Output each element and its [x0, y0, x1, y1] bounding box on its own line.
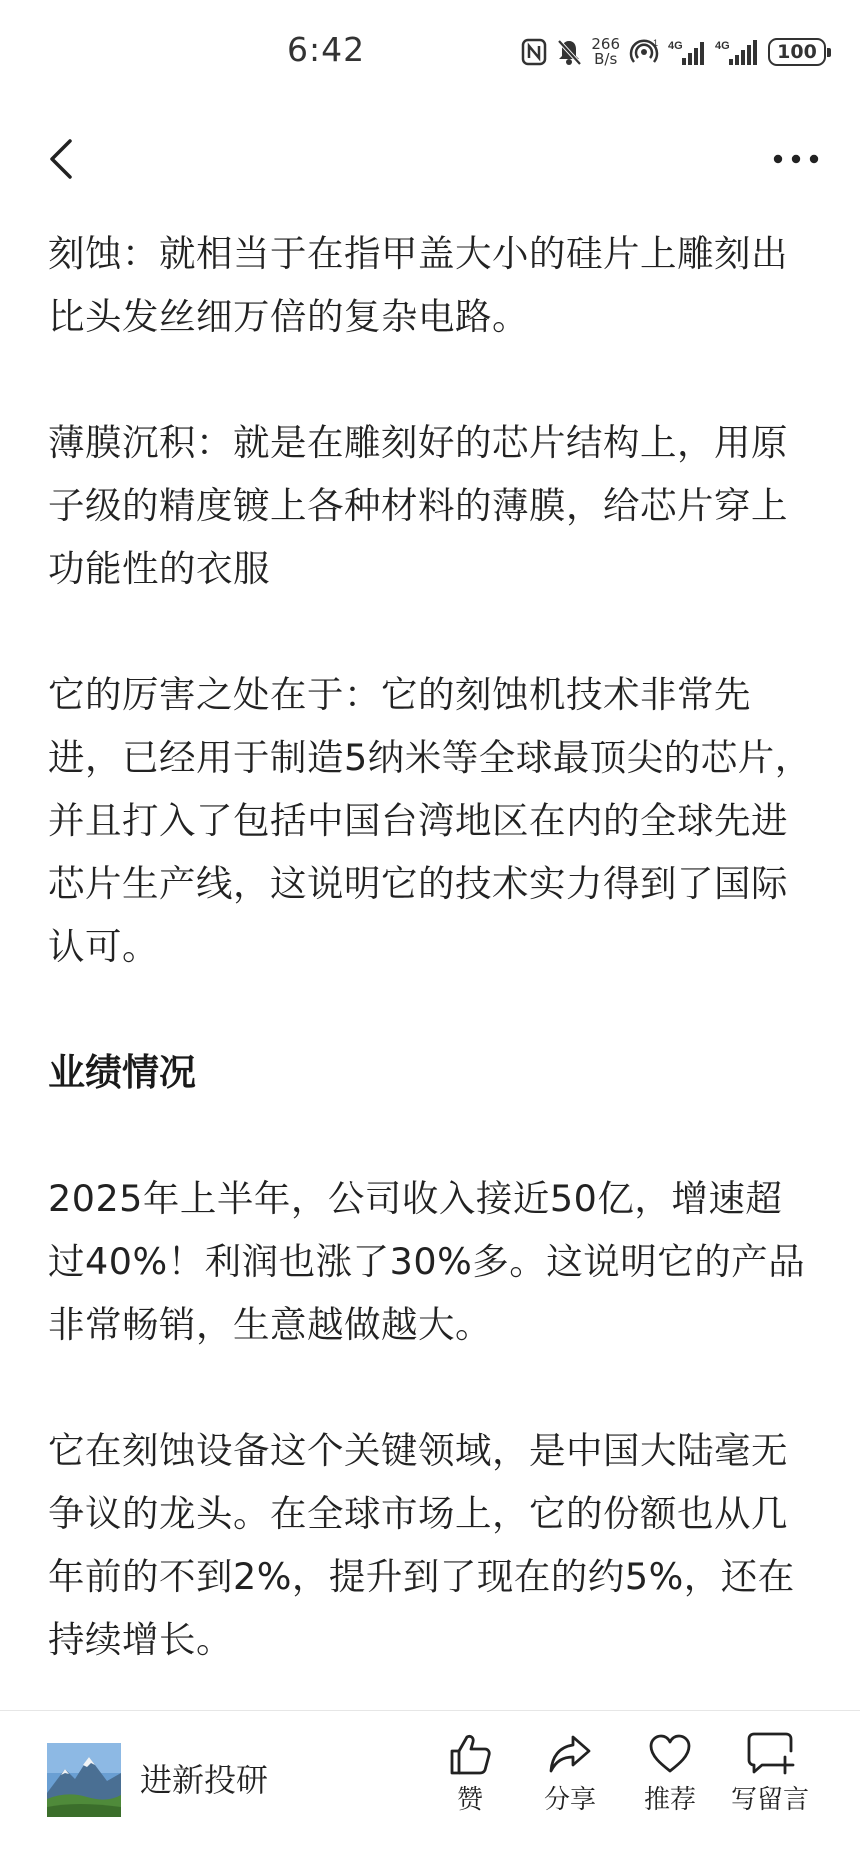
hotspot-icon [629, 38, 659, 66]
svg-text:4G: 4G [715, 40, 730, 52]
author-name[interactable]: 进新投研 [140, 1761, 269, 1799]
thumbs-up-icon [447, 1731, 493, 1777]
more-dots-icon [773, 154, 819, 164]
share-label: 分享 [543, 1785, 596, 1815]
signal-4g-icon [715, 38, 759, 66]
write-comment-label: 写留言 [730, 1785, 809, 1815]
nfc-icon [521, 38, 547, 66]
paragraph-etching: 刻蚀：就相当于在指甲盖大小的硅片上雕刻出比头发丝细万倍的复杂电路。 [48, 232, 788, 338]
svg-text:4G: 4G [668, 40, 683, 52]
nav-bar [0, 106, 860, 206]
share-button[interactable] [528, 1731, 612, 1817]
mountain-landscape-icon [47, 1743, 121, 1817]
write-comment-button[interactable] [728, 1731, 812, 1817]
chevron-left-icon [46, 137, 76, 181]
svg-text:1: 1 [653, 38, 659, 48]
signal-4g-icon [668, 38, 706, 66]
net-speed [591, 37, 620, 67]
recommend-button[interactable] [628, 1731, 712, 1817]
article-body [48, 222, 818, 1710]
paragraph-strengths: 它的厉害之处在于：它的刻蚀机技术非常先进，已经用于制造5纳米等全球最顶尖的芯片，并且打入了包括中国台湾地区在内的全球先进芯片生产线，这说明它的技术实力得到了国际认可。 [48, 673, 812, 968]
status-bar [0, 0, 860, 106]
mute-icon [556, 38, 582, 66]
net-speed-value: 266 [591, 35, 620, 53]
like-button[interactable] [428, 1731, 512, 1817]
back-button[interactable] [34, 132, 88, 186]
comment-icon [746, 1731, 794, 1777]
section-heading-performance: 业绩情况 [48, 1051, 196, 1094]
paragraph-thin-film: 薄膜沉积：就是在雕刻好的芯片结构上，用原子级的精度镀上各种材料的薄膜，给芯片穿上功能性的衣服 [48, 421, 788, 590]
net-speed-unit: B/s [594, 50, 618, 68]
paragraph-market-share: 它在刻蚀设备这个关键领域，是中国大陆毫无争议的龙头。在全球市场上，它的份额也从几年前的不到2%，提升到了现在的约5%，还在持续增长。 [48, 1429, 795, 1661]
share-icon [547, 1731, 593, 1777]
more-button[interactable] [766, 132, 826, 186]
status-icons [521, 34, 826, 70]
author-avatar[interactable] [47, 1743, 121, 1817]
like-label: 赞 [456, 1785, 483, 1815]
paragraph-revenue: 2025年上半年，公司收入接近50亿，增速超过40%！利润也涨了30%多。这说明它的产品非常畅销，生意越做越大。 [48, 1177, 806, 1346]
recommend-label: 推荐 [643, 1785, 696, 1815]
battery-indicator: 100 [768, 38, 826, 66]
status-time: 6:42 [287, 30, 366, 69]
heart-icon [647, 1731, 693, 1777]
bottom-action-bar [0, 1710, 860, 1849]
